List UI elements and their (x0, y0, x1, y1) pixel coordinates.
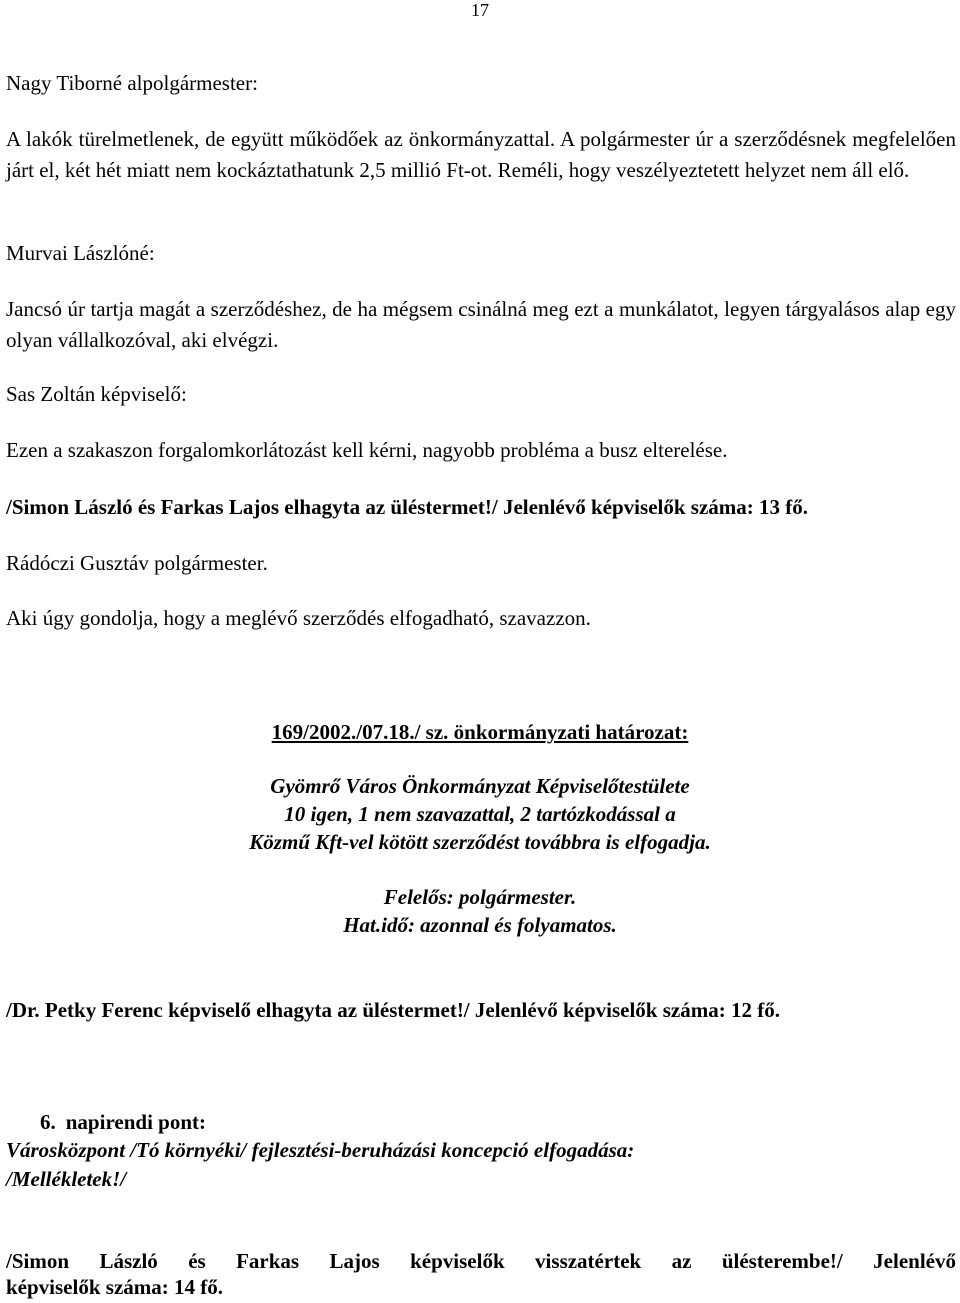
resolution-footer (0, 883, 960, 939)
speaker-nagy-tiborne: Nagy Tiborné alpolgármester: (6, 71, 258, 95)
agenda-title-line-2: /Mellékletek!/ (6, 1167, 127, 1191)
resolution-responsible: Felelős: polgármester. (383, 885, 577, 909)
resolution-deadline: Hat.idő: azonnal és folyamatos. (343, 913, 617, 937)
speaker-sas-zoltan: Sas Zoltán képviselő: (6, 382, 187, 406)
page-number: 17 (471, 0, 489, 20)
notice-member-left: /Dr. Petky Ferenc képviselő elhagyta az üléstermet!/ Jelenlévő képviselők száma: 12 fő. (6, 998, 780, 1022)
resolution-line-2: 10 igen, 1 nem szavazattal, 2 tartózkodással a (284, 802, 676, 826)
notice-members-left: /Simon László és Farkas Lajos elhagyta az üléstermet!/ Jelenlévő képviselők száma: 13 fő. (6, 495, 808, 519)
resolution-body (0, 772, 960, 856)
resolution-title: 169/2002./07.18./ sz. önkormányzati határozat: (271, 720, 689, 744)
notice-members-returned-line-2: képviselők száma: 14 fő. (6, 1275, 223, 1299)
resolution-line-3: Közmű Kft-vel kötött szerződést továbbra is elfogadja. (249, 830, 711, 854)
agenda-title (6, 1136, 956, 1194)
agenda-title-line-1: Városközpont /Tó környéki/ fejlesztési-beruházási koncepció elfogadása: (6, 1138, 635, 1162)
paragraph-radoczi-gusztav: Aki úgy gondolja, hogy a meglévő szerződés elfogadható, szavazzon. (6, 606, 591, 630)
paragraph-sas-zoltan: Ezen a szakaszon forgalomkorlátozást kell kérni, nagyobb probléma a busz elterelése. (6, 438, 728, 462)
paragraph-murvai-laszlone: Jancsó úr tartja magát a szerződéshez, de ha mégsem csinálná meg ezt a munkálatot, legyen tárgyalásos alap egy olyan vállalkozóval, aki elvégzi. (6, 297, 956, 352)
speaker-radoczi-gusztav: Rádóczi Gusztáv polgármester. (6, 551, 268, 575)
notice-members-returned-line-1: /Simon László és Farkas Lajos képviselők visszatértek az ülésterembe!/ Jelenlévő (6, 1249, 956, 1273)
agenda-label: napirendi pont: (65, 1110, 206, 1134)
speaker-murvai-laszlone: Murvai Lászlóné: (6, 241, 155, 265)
agenda-item-heading (40, 1107, 940, 1138)
agenda-number: 6. (40, 1110, 56, 1134)
paragraph-nagy-tiborne: A lakók türelmetlenek, de együtt működőek az önkormányzattal. A polgármester úr a szerződésnek megfelelően járt el, két hét miatt nem kockáztathatunk 2,5 millió Ft-ot. Reméli, hogy veszélyeztetett helyzet nem áll elő. (6, 127, 956, 182)
resolution-line-1: Gyömrő Város Önkormányzat Képviselőtestülete (270, 774, 690, 798)
